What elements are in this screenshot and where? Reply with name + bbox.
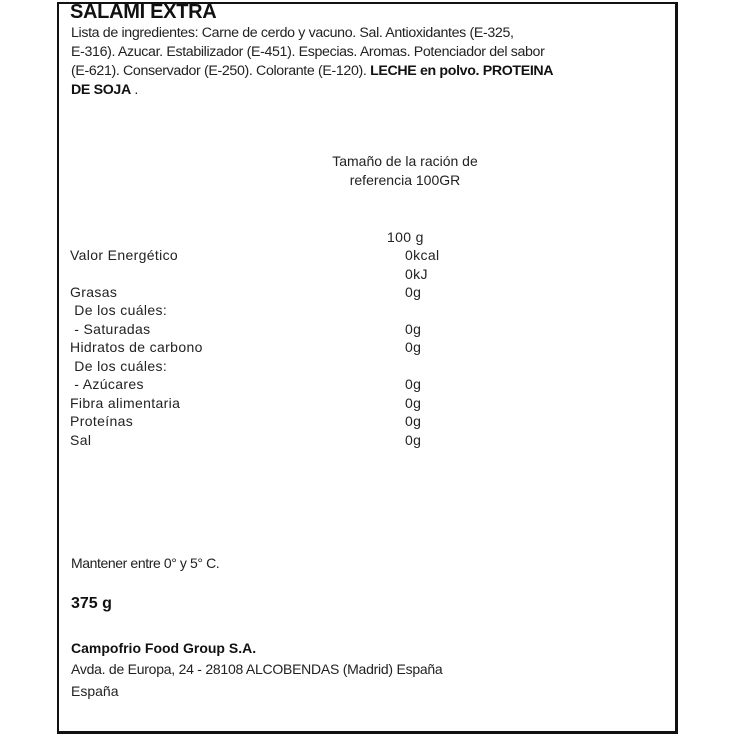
serving-size-header	[300, 152, 510, 190]
ingredients-line: E-316). Azucar. Estabilizador (E-451). Especias. Aromas. Potenciador del sabor	[71, 44, 545, 60]
nutrition-row-label: Sal	[70, 432, 92, 448]
nutrition-row-label: De los cuáles:	[70, 302, 168, 318]
nutrition-row-value: 0g	[405, 432, 422, 448]
nutrition-row-value: 0g	[405, 339, 422, 355]
nutrition-row-value: 0g	[405, 376, 422, 392]
nutrition-column-header: 100 g	[387, 229, 424, 245]
nutrition-row-value: 0g	[405, 395, 422, 411]
ingredients-list	[71, 24, 553, 100]
nutrition-row-label: Hidratos de carbono	[70, 339, 203, 355]
nutrition-row-value: 0g	[405, 284, 422, 300]
nutrition-row-value: 0g	[405, 413, 422, 429]
manufacturer-address: Avda. de Europa, 24 - 28108 ALCOBENDAS (Madrid) España	[71, 661, 443, 677]
serving-size-line: Tamaño de la ración de	[332, 153, 478, 169]
nutrition-row-label: Valor Energético	[70, 247, 179, 263]
product-title: SALAMI EXTRA	[70, 1, 217, 23]
nutrition-row-value: 0g	[405, 321, 422, 337]
nutrition-row-label: Grasas	[70, 284, 118, 300]
serving-size-line: referencia 100GR	[349, 172, 461, 188]
nutrition-row-value: 0kJ	[405, 266, 428, 282]
ingredients-line: Lista de ingredientes: Carne de cerdo y vacuno. Sal. Antioxidantes (E-325,	[71, 25, 514, 41]
ingredients-text: (E-621). Conservador (E-250). Colorante (E-120).	[71, 63, 371, 79]
nutrition-row-label: - Azúcares	[70, 376, 144, 392]
nutrition-row-label: - Saturadas	[70, 321, 151, 337]
allergen-text: LECHE en polvo. PROTEINA	[370, 63, 554, 79]
ingredients-line	[71, 62, 553, 81]
ingredients-text: .	[130, 82, 139, 98]
net-weight: 375 g	[71, 595, 112, 612]
ingredients-line	[71, 81, 553, 100]
nutrition-row-label: De los cuáles:	[70, 358, 168, 374]
manufacturer-country: España	[71, 683, 119, 699]
storage-instructions: Mantener entre 0° y 5° C.	[71, 555, 220, 571]
nutrition-row-value: 0kcal	[405, 247, 440, 263]
nutrition-row-label: Proteínas	[70, 413, 134, 429]
manufacturer-name: Campofrio Food Group S.A.	[71, 640, 257, 656]
nutrition-row-label: Fibra alimentaria	[70, 395, 181, 411]
allergen-text: DE SOJA	[71, 82, 131, 98]
